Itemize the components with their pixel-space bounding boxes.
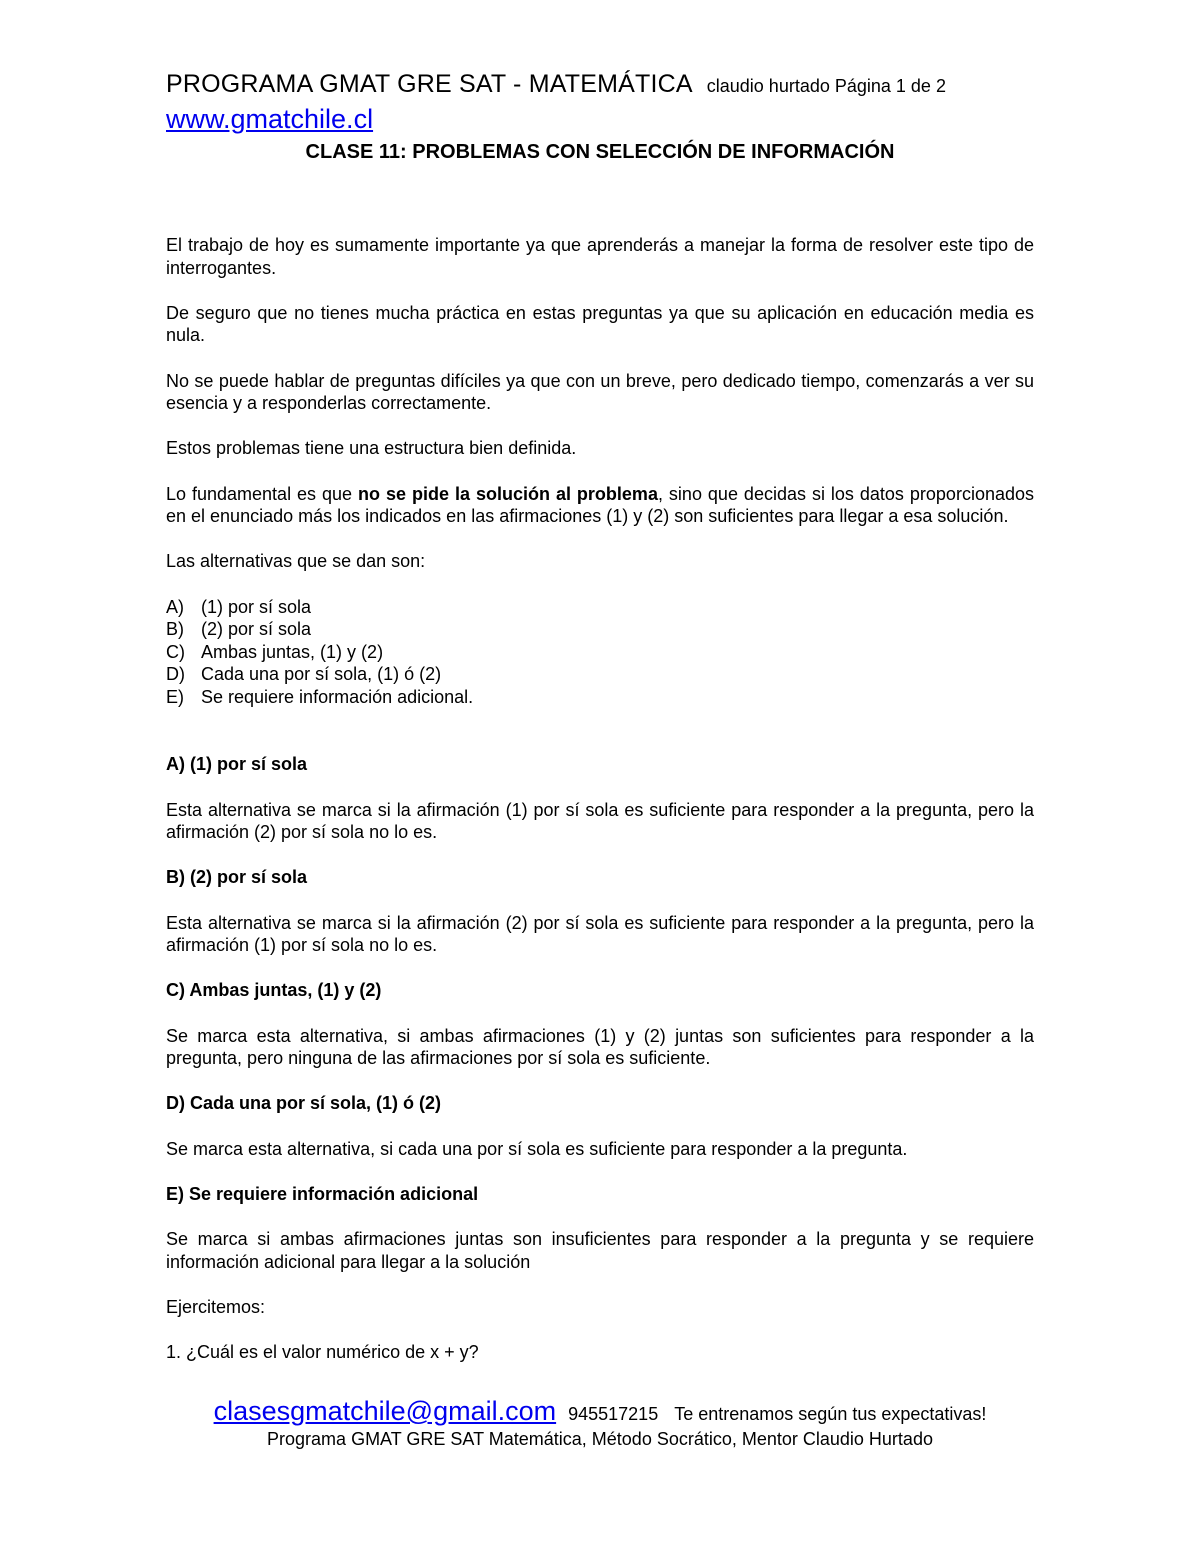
alternative-text: Se requiere información adicional. — [201, 686, 474, 707]
page-header — [166, 70, 1046, 99]
alternatives-list — [166, 596, 1034, 709]
intro-paragraph-5-bold: no se pide la solución al problema — [358, 483, 658, 504]
section-heading-c: C) Ambas juntas, (1) y (2) — [166, 980, 382, 1001]
alternative-letter: C) — [166, 641, 185, 662]
alternative-letter: A) — [166, 596, 184, 617]
intro-paragraph-1: El trabajo de hoy es sumamente importante ya que aprenderás a manejar la forma de resolver este tipo de interrogantes. — [166, 235, 1034, 278]
list-item — [166, 686, 1034, 709]
list-item — [166, 596, 1034, 619]
intro-paragraph-4: Estos problemas tiene una estructura bien definida. — [166, 438, 577, 459]
document-body — [166, 234, 1034, 1386]
list-item — [166, 641, 1034, 664]
section-text-d: Se marca esta alternativa, si cada una por sí sola es suficiente para responder a la pregunta. — [166, 1138, 908, 1159]
section-heading-e: E) Se requiere información adicional — [166, 1183, 479, 1204]
footer-program: Programa GMAT GRE SAT Matemática, Método Socrático, Mentor Claudio Hurtado — [267, 1429, 933, 1449]
class-title: CLASE 11: PROBLEMAS CON SELECCIÓN DE INFORMACIÓN — [305, 141, 895, 163]
section-heading-b: B) (2) por sí sola — [166, 867, 308, 888]
header-title: PROGRAMA GMAT GRE SAT - MATEMÁTICA — [166, 70, 693, 98]
alternative-text: (2) por sí sola — [201, 619, 312, 640]
alternative-letter: D) — [166, 664, 185, 685]
footer-phone: 945517215 — [568, 1404, 659, 1424]
section-heading-a: A) (1) por sí sola — [166, 754, 308, 775]
intro-paragraph-5-end: , sino que decidas si los datos proporcionados en el enunciado más los indicados en las afirmaciones (1) y (2) son suficientes para llegar a esa solución. — [166, 483, 1034, 527]
page-footer — [166, 1396, 1034, 1450]
footer-slogan: Te entrenamos según tus expectativas! — [674, 1404, 987, 1424]
section-text-b: Esta alternativa se marca si la afirmación (2) por sí sola es suficiente para responder a la pregunta, pero la afirmación (1) por sí sola no lo es. — [166, 912, 1034, 956]
exercise-intro: Ejercitemos: — [166, 1296, 266, 1317]
website-link[interactable]: www.gmatchile.cl — [166, 104, 374, 134]
alternative-letter: E) — [166, 686, 184, 707]
section-heading-d: D) Cada una por sí sola, (1) ó (2) — [166, 1093, 442, 1114]
section-text-a: Esta alternativa se marca si la afirmación (1) por sí sola es suficiente para responder a la pregunta, pero la afirmación (2) por sí sola no lo es. — [166, 799, 1034, 843]
intro-paragraph-5 — [166, 483, 1034, 528]
alternative-text: Cada una por sí sola, (1) ó (2) — [201, 664, 442, 685]
intro-paragraph-6: Las alternativas que se dan son: — [166, 551, 426, 572]
footer-email-link[interactable]: clasesgmatchile@gmail.com — [213, 1396, 557, 1426]
alternative-letter: B) — [166, 619, 184, 640]
section-text-e: Se marca si ambas afirmaciones juntas son insuficientes para responder a la pregunta y se requiere información adicional para llegar a la solución — [166, 1228, 1034, 1272]
alternative-text: (1) por sí sola — [201, 596, 312, 617]
list-item — [166, 663, 1034, 686]
intro-paragraph-2: De seguro que no tienes mucha práctica en estas preguntas ya que su aplicación en educación media es nula. — [166, 302, 1034, 346]
section-text-c: Se marca esta alternativa, si ambas afirmaciones (1) y (2) juntas son suficientes para responder a la pregunta, pero ninguna de las afirmaciones por sí sola es suficiente. — [166, 1025, 1034, 1069]
list-item — [166, 618, 1034, 641]
exercise-question-1: 1. ¿Cuál es el valor numérico de x + y? — [166, 1341, 479, 1362]
footer-contact-line — [166, 1396, 1034, 1427]
intro-paragraph-5-start: Lo fundamental es que — [166, 483, 359, 504]
header-meta: claudio hurtado Página 1 de 2 — [706, 76, 946, 96]
intro-paragraph-3: No se puede hablar de preguntas difíciles ya que con un breve, pero dedicado tiempo, comenzarás a ver su esencia y a responderlas correctamente. — [166, 370, 1034, 414]
alternative-text: Ambas juntas, (1) y (2) — [201, 641, 384, 662]
